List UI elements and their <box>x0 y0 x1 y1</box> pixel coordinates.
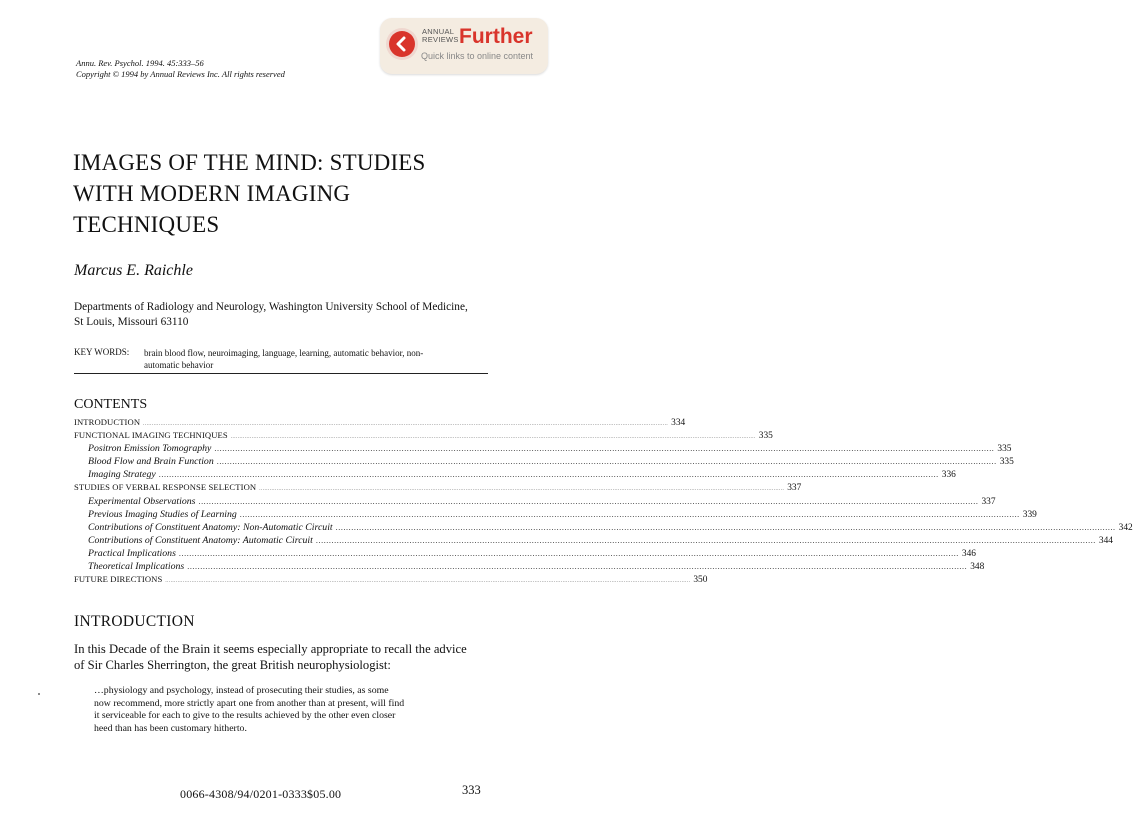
page-number: 333 <box>462 783 481 797</box>
annual-reviews-logo: ANNUAL REVIEWS <box>422 27 459 44</box>
toc-page: 348 <box>970 562 985 573</box>
toc-entry <box>74 455 1014 468</box>
toc-label: FUNCTIONAL IMAGING TECHNIQUES <box>74 430 228 441</box>
further-label: Further <box>459 25 533 48</box>
toc-label: Experimental Observations <box>88 495 196 507</box>
toc-entry <box>74 416 686 429</box>
toc-label: Previous Imaging Studies of Learning <box>88 508 237 520</box>
toc-label: Blood Flow and Brain Function <box>88 456 214 468</box>
toc-page: 346 <box>961 548 976 559</box>
toc-entry <box>74 560 985 573</box>
toc-leader: ............................................................................................................................................................................................................................................................................................................ <box>230 435 756 441</box>
quote-line: it serviceable for each to give to the results achieved by the other even closer <box>94 710 396 722</box>
toc-leader: ............................................................................................................................................................................................................................................................................................................ <box>335 522 1116 532</box>
toc-label: Contributions of Constituent Anatomy: Non-Automatic Circuit <box>88 521 333 533</box>
keywords-line: brain blood flow, neuroimaging, language, learning, automatic behavior, non- <box>144 348 424 358</box>
toc-label: STUDIES OF VERBAL RESPONSE SELECTION <box>74 482 257 493</box>
toc-page: 336 <box>941 470 956 481</box>
toc-leader: ............................................................................................................................................................................................................................................................................................................ <box>216 457 997 467</box>
toc-entry <box>74 495 996 508</box>
affiliation-line: St Louis, Missouri 63110 <box>74 316 189 328</box>
toc-page: 342 <box>1118 522 1133 533</box>
toc-label: INTRODUCTION <box>74 417 141 427</box>
toc-page: 335 <box>997 444 1012 455</box>
keywords-line: automatic behavior <box>144 360 214 370</box>
toc-leader: ............................................................................................................................................................................................................................................................................................................ <box>214 444 995 454</box>
toc-page: 344 <box>1098 535 1113 546</box>
table-of-contents <box>74 416 1133 586</box>
toc-page: 335 <box>999 457 1014 468</box>
play-arrow-icon <box>389 31 415 57</box>
toc-leader: ............................................................................................................................................................................................................................................................................................................ <box>158 470 939 480</box>
toc-label: FUTURE DIRECTIONS <box>74 574 163 585</box>
affiliation <box>74 300 492 330</box>
section-heading: INTRODUCTION <box>74 613 195 630</box>
toc-entry <box>74 521 1133 534</box>
toc-entry <box>74 481 802 494</box>
toc-label: Positron Emission Tomography <box>88 443 212 455</box>
contents-heading: CONTENTS <box>74 397 148 412</box>
further-tagline: Quick links to online content <box>421 51 534 61</box>
quote-line: now recommend, more strictly apart one from another than at present, will find <box>94 697 405 709</box>
toc-leader: ............................................................................................................................................................................................................................................................................................................ <box>165 579 691 585</box>
quote-line: …physiology and psychology, instead of prosecuting their studies, as some <box>94 685 389 696</box>
paragraph-line: In this Decade of the Brain it seems especially appropriate to recall the advice <box>74 642 467 656</box>
journal-citation <box>76 58 285 80</box>
toc-page: 337 <box>981 496 996 507</box>
toc-page: 339 <box>1022 509 1037 520</box>
toc-entry <box>74 429 773 442</box>
toc-page: 334 <box>671 418 686 428</box>
author-name: Marcus E. Raichle <box>74 262 193 279</box>
toc-label: Theoretical Implications <box>88 561 185 573</box>
further-badge[interactable] <box>380 18 548 74</box>
margin-mark <box>38 693 40 695</box>
intro-paragraph <box>74 641 488 673</box>
toc-label: Imaging Strategy <box>88 469 156 481</box>
toc-entry <box>74 547 976 560</box>
article-code: 0066-4308/94/0201-0333$05.00 <box>180 787 342 801</box>
toc-leader: ............................................................................................................................................................................................................................................................................................................ <box>198 496 979 506</box>
citation-line: Annu. Rev. Psychol. 1994. 45:333–56 <box>76 58 204 68</box>
title-line: IMAGES OF THE MIND: STUDIES <box>73 150 426 175</box>
copyright-line: Copyright © 1994 by Annual Reviews Inc. All rights reserved <box>76 69 285 79</box>
toc-entry <box>74 508 1037 521</box>
toc-leader: ............................................................................................................................................................................................................................................................................................................ <box>178 548 959 558</box>
toc-entry <box>74 442 1012 455</box>
keywords-text <box>144 347 490 371</box>
divider <box>74 373 488 374</box>
block-quote <box>94 685 474 735</box>
toc-entry <box>74 573 708 586</box>
title-line: TECHNIQUES <box>73 212 220 237</box>
toc-label: Practical Implications <box>88 547 176 559</box>
toc-entry <box>74 468 956 481</box>
toc-leader: ............................................................................................................................................................................................................................................................................................................ <box>143 422 669 427</box>
toc-page: 337 <box>787 483 802 494</box>
article-title <box>73 147 513 240</box>
toc-leader: ............................................................................................................................................................................................................................................................................................................ <box>239 509 1020 519</box>
affiliation-line: Departments of Radiology and Neurology, Washington University School of Medicine, <box>74 301 468 313</box>
toc-entry <box>74 534 1113 547</box>
toc-leader: ............................................................................................................................................................................................................................................................................................................ <box>187 562 968 572</box>
toc-leader: ............................................................................................................................................................................................................................................................................................................ <box>259 487 785 493</box>
quote-line: heed than has been customary hitherto. <box>94 722 247 734</box>
toc-leader: ............................................................................................................................................................................................................................................................................................................ <box>315 535 1096 545</box>
title-line: WITH MODERN IMAGING <box>73 181 351 206</box>
toc-page: 335 <box>758 431 773 442</box>
toc-label: Contributions of Constituent Anatomy: Automatic Circuit <box>88 534 313 546</box>
keywords-label: KEY WORDS: <box>74 347 130 357</box>
paragraph-line: of Sir Charles Sherrington, the great British neurophysiologist: <box>74 658 391 672</box>
toc-page: 350 <box>693 575 708 586</box>
